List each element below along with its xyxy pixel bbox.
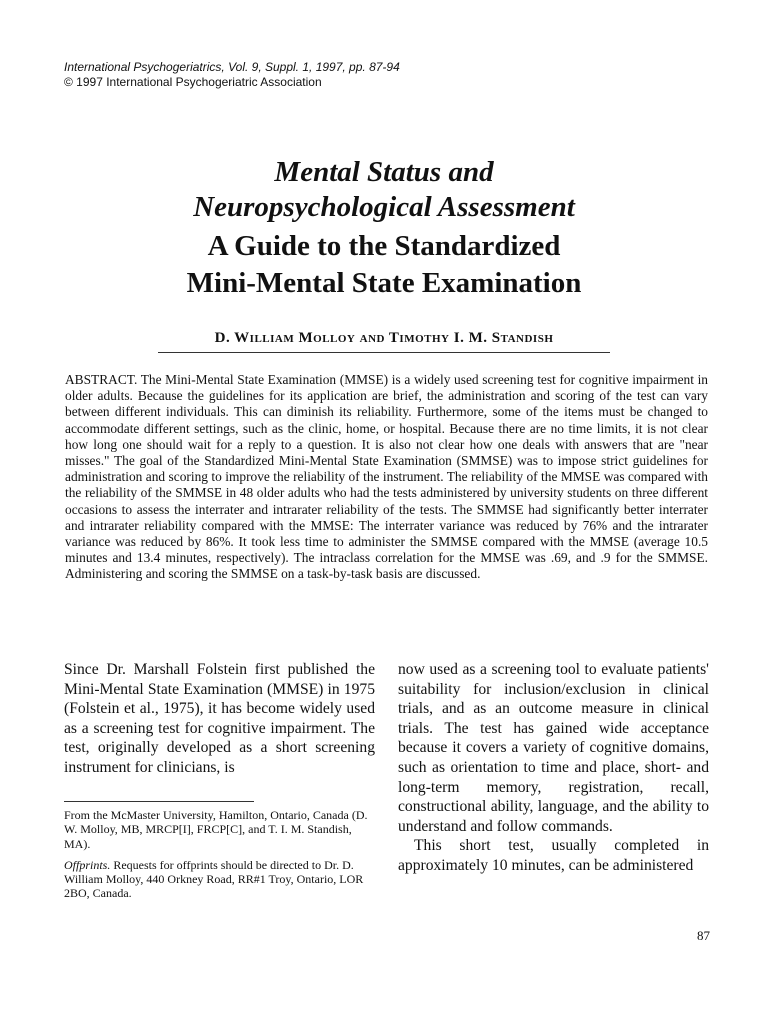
offprints-text: Requests for offprints should be directed to Dr. D. William Molloy, 440 Orkney Road, RR#1 Troy, Ontario, LOR 2BO, Canada. <box>64 857 364 901</box>
body-paragraph: now used as a screening tool to evaluate patients' suitability for inclusion/exclusion in clinical trials, and as an outcome measure in clinical trials. The test has gained wide acceptance because it covers a variety of cognitive domains, such as orientation to time and place, short- and long-term memory, registration, recall, constructional ability, language, and the ability to understand and follow commands. <box>398 661 709 835</box>
article-title <box>0 155 768 301</box>
offprints-footnote <box>64 858 375 901</box>
offprints-label: Offprints. <box>64 857 111 872</box>
page-number: 87 <box>697 928 710 943</box>
journal-citation: International Psychogeriatrics, Vol. 9, Suppl. 1, 1997, pp. 87-94 <box>64 60 400 74</box>
body-paragraph: Since Dr. Marshall Folstein first published the Mini-Mental State Examination (MMSE) in 1975 (Folstein et al., 1975), it has become widely used as a screening test for cognitive impairment. The test, originally developed as a short screening instrument for clinicians, is <box>64 661 375 776</box>
journal-header <box>64 60 400 90</box>
affiliation-footnote: From the McMaster University, Hamilton, Ontario, Canada (D. W. Molloy, MB, MRCP[I], FRCP[C], and T. I. M. Standish, MA). <box>64 808 368 851</box>
author-divider <box>158 352 610 353</box>
copyright-notice: © 1997 International Psychogeriatric Association <box>64 75 322 89</box>
body-right-column <box>398 660 709 876</box>
body-paragraph: This short test, usually completed in approximately 10 minutes, can be administered <box>398 837 709 874</box>
main-title-line1: A Guide to the Standardized <box>207 230 561 262</box>
footnote-divider <box>64 801 254 802</box>
author-names: D. William Molloy and Timothy I. M. Standish <box>214 330 554 346</box>
series-title-line2: Neuropsychological Assessment <box>193 191 575 223</box>
body-left-column <box>64 660 375 778</box>
main-title-line2: Mini-Mental State Examination <box>186 267 582 299</box>
series-title-line1: Mental Status and <box>274 156 494 188</box>
footnotes <box>64 808 375 908</box>
abstract: ABSTRACT. The Mini-Mental State Examination (MMSE) is a widely used screening test for cognitive impairment in older adults. Because the guidelines for its application are brief, the administration and scoring of the test can vary between different individuals. This can diminish its reliability. Furthermore, some of the items must be changed to accommodate different settings, such as the clinic, home, or hospital. Because there are no time limits, it is not clear how long one should wait for a reply to a question. It is also not clear how one deals with answers that are "near misses." The goal of the Standardized Mini-Mental State Examination (SMMSE) was to impose strict guidelines for administration and scoring to improve the reliability of the instrument. The reliability of the MMSE was compared with the reliability of the SMMSE in 48 older adults who had the tests administered by university students on three different occasions to assess the interrater and intrarater reliability of the tests. The SMMSE had significantly better interrater and intrarater reliability compared with the MMSE: The interrater variance was reduced by 76% and the intrarater variance was reduced by 86%. It took less time to administer the SMMSE compared with the MMSE (average 10.5 minutes and 13.4 minutes, respectively). The intraclass correlation for the MMSE was .69, and .9 for the SMMSE. Administering and scoring the SMMSE on a task-by-task basis are discussed. <box>65 372 708 582</box>
